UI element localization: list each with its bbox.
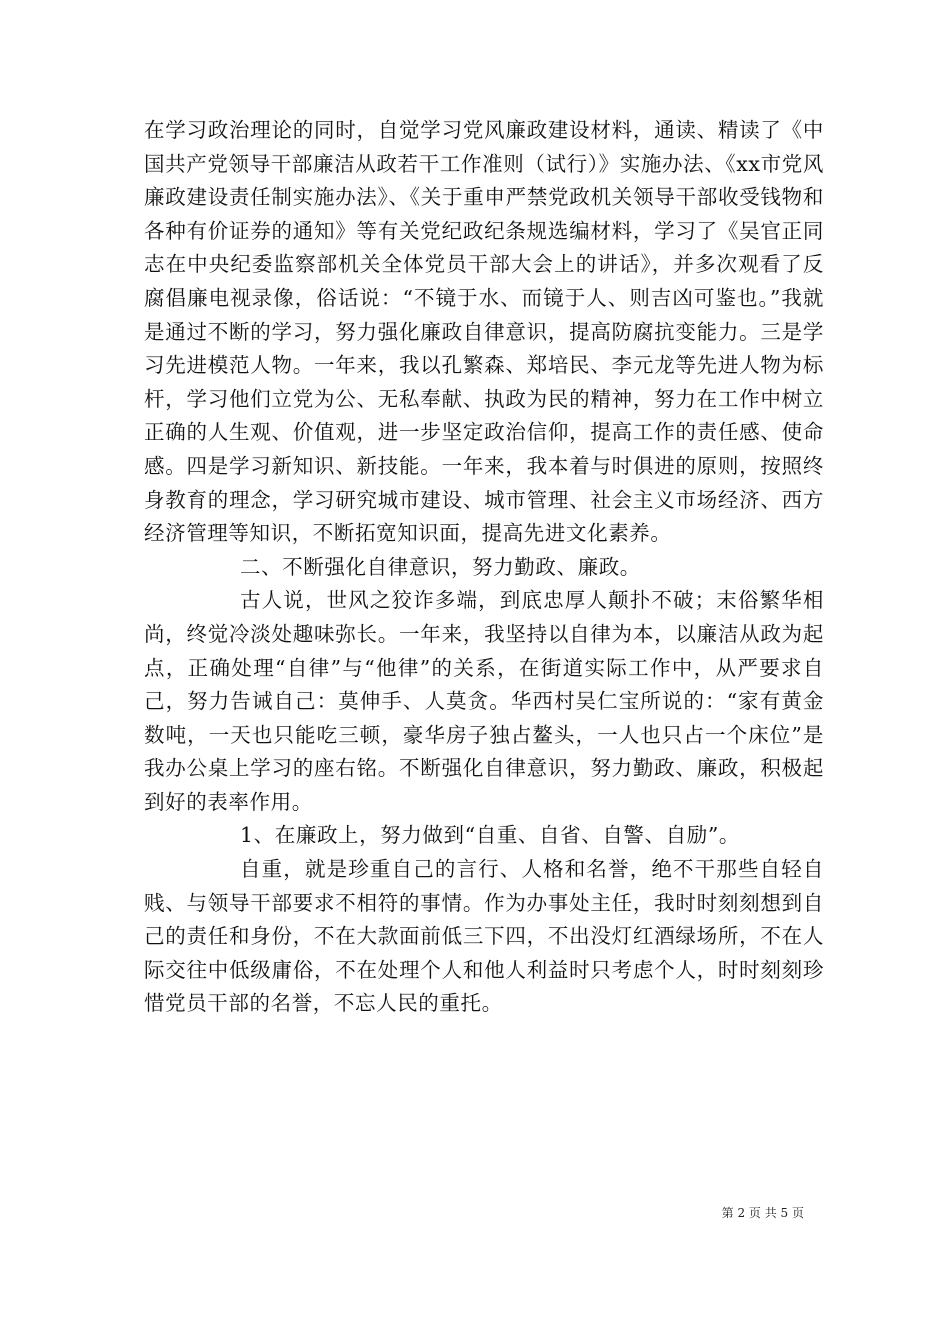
paragraph-ancient-saying: 古人说，世风之狡诈多端，到底忠厚人颠扑不破；末俗繁华相尚，终觉冷淡处趣味弥长。一年来，我坚持以自律为本，以廉洁从政为起点，正确处理“自律”与“他律”的关系，在街道实际工作中，从严要求自己，努力告诫自己：莫伸手、人莫贪。华西村吴仁宝所说的：“家有黄金数吨，一天也只能吃三顿，豪华房子独占鳌头，一人也只占一个床位”是我办公桌上学习的座右铭。不断强化自律意识，努力勤政、廉政，积极起到好的表率作用。 bbox=[144, 588, 824, 814]
subheading-integrity: 1、在廉政上，努力做到“自重、自省、自警、自励”。 bbox=[240, 823, 741, 848]
paragraph-self-respect: 自重，就是珍重自己的言行、人格和名誉，绝不干那些自轻自贱、与领导干部要求不相符的事情。作为办事处主任，我时时刻刻想到自己的责任和身份，不在大款面前低三下四，不出没灯红酒绿场所，不在人际交往中低级庸俗，不在处理个人和他人利益时只考虑个人，时时刻刻珍惜党员干部的名誉，不忘人民的重托。 bbox=[144, 857, 824, 1016]
page-number-footer: 第 2 页 共 5 页 bbox=[721, 1206, 804, 1220]
paragraph-study-materials: 在学习政治理论的同时，自觉学习党风廉政建设材料，通读、精读了《中国共产党领导干部廉洁从政若干工作准则（试行）》实施办法、《xx市党风廉政建设责任制实施办法》、《关于重申严禁党政机关领导干部收受钱物和各种有价证券的通知》等有关党纪政纪条规选编材料，学习了《吴官正同志在中央纪委监察部机关全体党员干部大会上的讲话》，并多次观看了反腐倡廉电视录像，俗话说：“不镜于水、而镜于人、则吉凶可鉴也。”我就是通过不断的学习，努力强化廉政自律意识，提高防腐抗变能力。三是学习先进模范人物。一年来，我以孔繁森、郑培民、李元龙等先进人物为标杆，学习他们立党为公、无私奉献、执政为民的精神，努力在工作中树立正确的人生观、价值观，进一步坚定政治信仰，提高工作的责任感、使命感。四是学习新知识、新技能。一年来，我本着与时俱进的原则，按照终身教育的理念，学习研究城市建设、城市管理、社会主义市场经济、西方经济管理等知识，不断拓宽知识面，提高先进文化素养。 bbox=[144, 118, 824, 546]
section-heading-self-discipline: 二、不断强化自律意识，努力勤政、廉政。 bbox=[240, 554, 641, 579]
document-body bbox=[144, 114, 824, 1021]
